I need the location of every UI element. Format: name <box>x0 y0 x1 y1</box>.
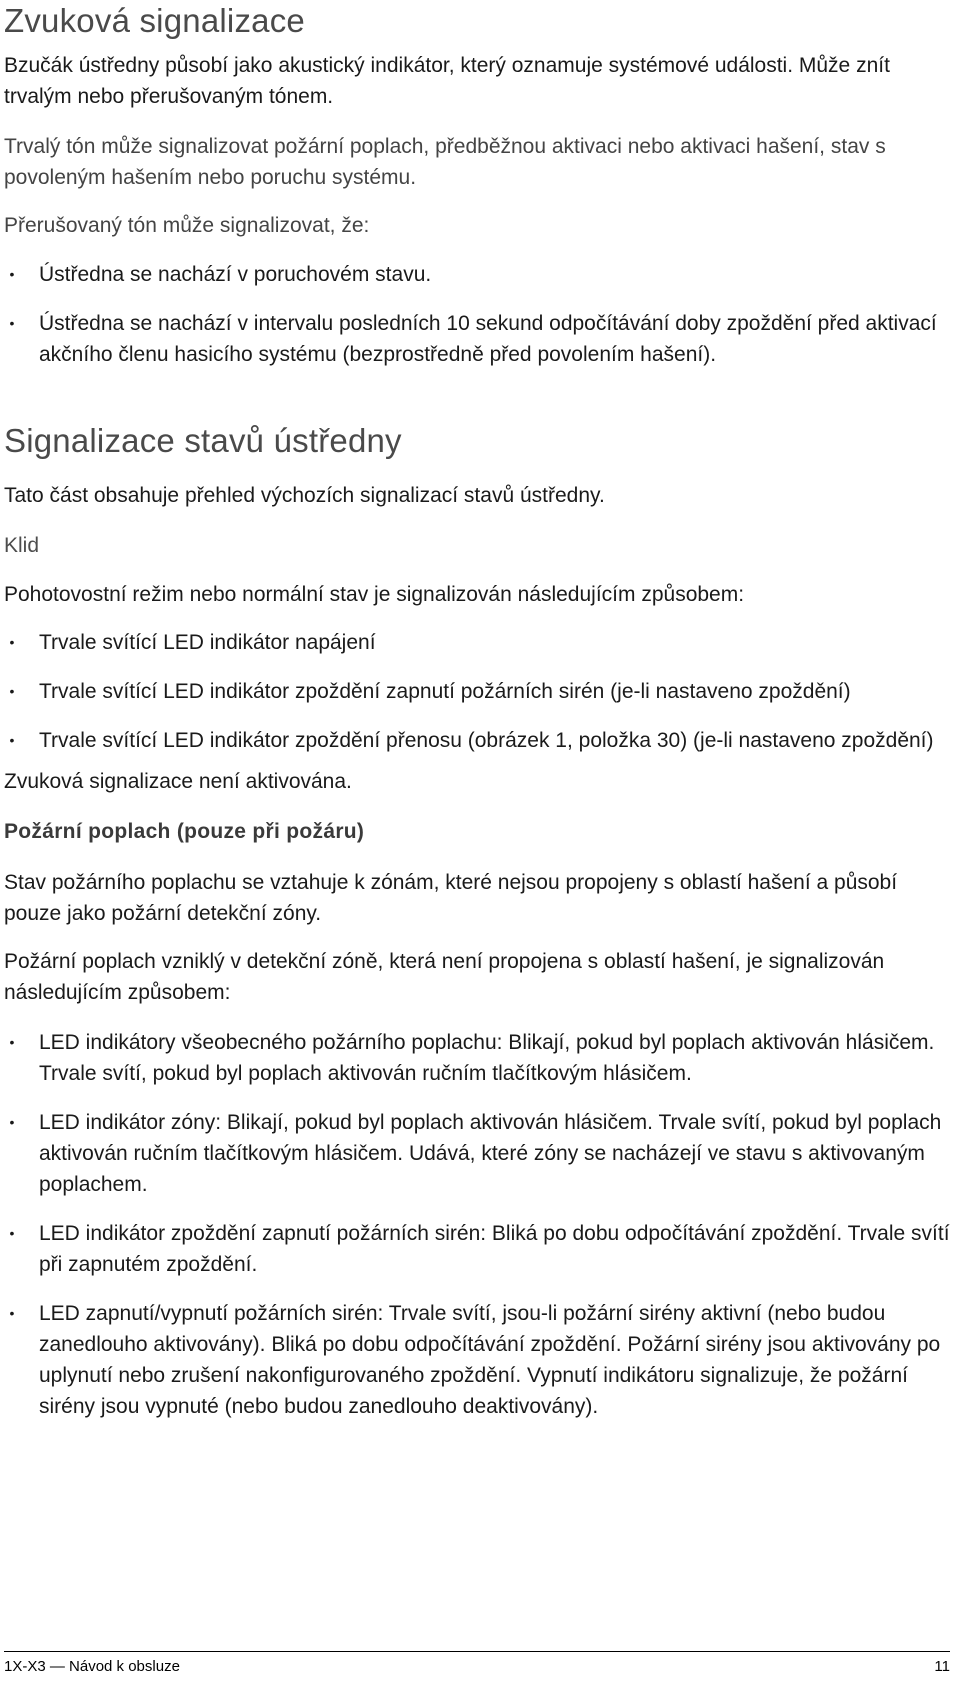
paragraph-buzzer-intro: Bzučák ústředny působí jako akustický indikátor, který oznamuje systémové události. Může znít trvalým nebo přerušovaným tónem. <box>4 54 890 108</box>
fire-indicators-list <box>4 1027 956 1422</box>
bullet-icon: • <box>9 732 15 748</box>
list-item: • Trvale svítící LED indikátor napájení <box>4 627 956 658</box>
list-item: • LED indikátory všeobecného požárního poplachu: Blikají, pokud byl poplach aktivován hlásičem. Trvale svítí, pokud byl poplach aktivován ručním tlačítkovým hlásičem. <box>4 1027 956 1089</box>
subheading-klid: Klid <box>4 534 40 557</box>
section-title-panel-states: Signalizace stavů ústředny <box>4 422 402 459</box>
bullet-icon: • <box>9 315 15 331</box>
list-item: • Trvale svítící LED indikátor zpoždění přenosu (obrázek 1, položka 30) (je-li nastaveno zpoždění) <box>4 725 956 756</box>
bullet-icon: • <box>9 634 15 650</box>
paragraph-intermittent-tone: Přerušovaný tón může signalizovat, že: <box>4 214 370 237</box>
footer-page-number: 11 <box>934 1658 950 1675</box>
paragraph-standby: Pohotovostní režim nebo normální stav je signalizován následujícím způsobem: <box>4 583 745 606</box>
bullet-icon: • <box>9 683 15 699</box>
standby-indicators-list <box>4 627 956 756</box>
intermittent-tone-list <box>4 259 956 370</box>
bullet-icon: • <box>9 1114 15 1130</box>
footer-document-title: 1X-X3 — Návod k obsluze <box>4 1658 180 1675</box>
document-page <box>4 0 956 1422</box>
list-item: • Ústředna se nachází v poruchovém stavu. <box>4 259 956 290</box>
paragraph-fire-zones: Stav požárního poplachu se vztahuje k zónám, které nejsou propojeny s oblastí hašení a působí pouze jako požární detekční zóny. <box>4 871 898 925</box>
paragraph-steady-tone: Trvalý tón může signalizovat požární poplach, předběžnou aktivaci nebo aktivaci hašení, stav s povoleným hašením nebo poruchu systému. <box>4 135 886 189</box>
paragraph-fire-signalling: Požární poplach vzniklý v detekční zóně, která není propojena s oblastí hašení, je signalizován následujícím způsobem: <box>4 950 885 1004</box>
list-item: • LED indikátor zóny: Blikají, pokud byl poplach aktivován hlásičem. Trvale svítí, pokud byl poplach aktivován ručním tlačítkovým hlásičem. Udává, které zóny se nacházejí ve stavu s aktivovaným poplachem. <box>4 1107 956 1200</box>
paragraph-states-intro: Tato část obsahuje přehled výchozích signalizací stavů ústředny. <box>4 484 605 507</box>
paragraph-no-sound: Zvuková signalizace není aktivována. <box>4 770 352 793</box>
bullet-icon: • <box>9 266 15 282</box>
page-footer <box>4 1651 950 1675</box>
bullet-icon: • <box>9 1225 15 1241</box>
list-item: • LED zapnutí/vypnutí požárních sirén: Trvale svítí, jsou-li požární sirény aktivní (nebo budou zanedlouho aktivovány). Bliká po dobu odpočítávání zpoždění. Požární sirény jsou aktivovány po uplynutí nebo zrušení nakonfigurovaného zpoždění. Vypnutí indikátoru signalizuje, že požární sirény jsou vypnuté (nebo budou zanedlouho deaktivovány). <box>4 1298 956 1422</box>
section-title-audible: Zvuková signalizace <box>4 2 305 39</box>
list-item: • Ústředna se nachází v intervalu posledních 10 sekund odpočítávání doby zpoždění před aktivací akčního členu hasicího systému (bezprostředně před povolením hašení). <box>4 308 956 370</box>
list-item: • Trvale svítící LED indikátor zpoždění zapnutí požárních sirén (je-li nastaveno zpoždění) <box>4 676 956 707</box>
bullet-icon: • <box>9 1034 15 1050</box>
bullet-icon: • <box>9 1305 15 1321</box>
subheading-fire-alarm: Požární poplach (pouze při požáru) <box>4 820 365 843</box>
list-item: • LED indikátor zpoždění zapnutí požárních sirén: Bliká po dobu odpočítávání zpoždění. Trvale svítí při zapnutém zpoždění. <box>4 1218 956 1280</box>
